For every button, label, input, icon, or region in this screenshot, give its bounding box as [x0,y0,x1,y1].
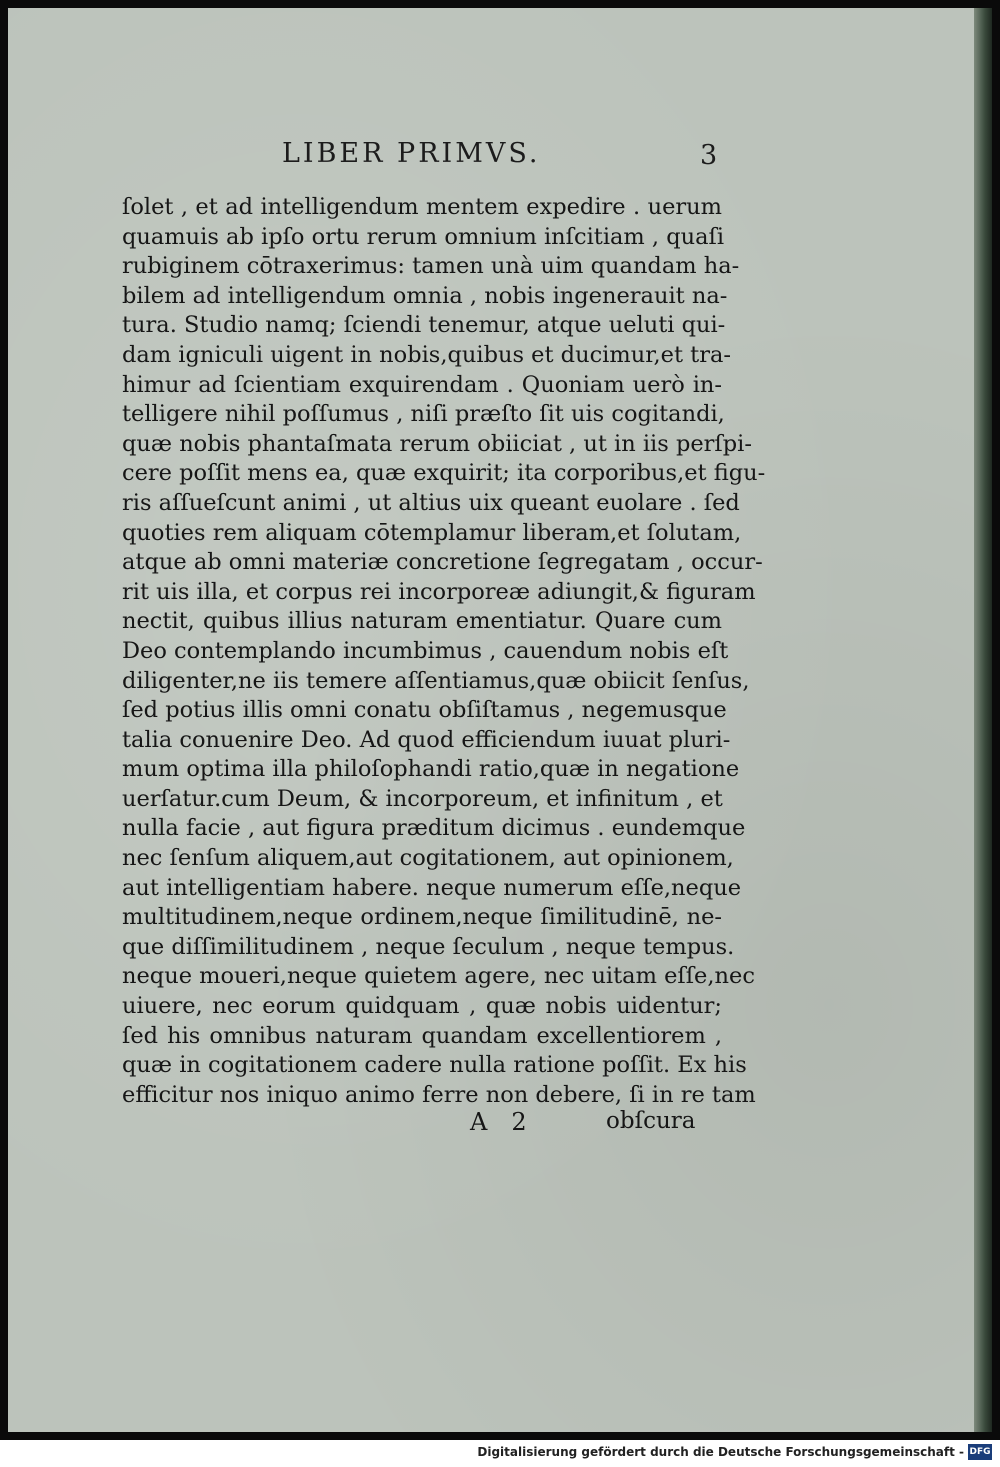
text-line: talia conuenire Deo. Ad quod efficiendum iuuat pluri- [122,726,731,753]
body-text [122,193,766,1110]
text-line: uerſatur.cum Deum, & incorporeum, et infinitum , et [122,785,723,812]
text-line: tura. Studio namq; ſciendi tenemur, atque ueluti qui- [122,312,726,339]
catchword: obſcura [606,1108,696,1134]
text-line: bilem ad intelligendum omnia , nobis ingenerauit na- [122,282,728,309]
text-line: ſed his omnibus naturam quandam excellentiorem , [122,1022,722,1049]
text-line: nec ſenſum aliquem,aut cogitationem, aut opinionem, [122,845,734,872]
running-head: LIBER PRIMVS. [282,138,541,169]
text-line: cere poſſit mens ea, quæ exquirit; ita corporibus,et figu- [122,460,766,487]
text-line: mum optima illa philoſophandi ratio,quæ in negatione [122,756,740,783]
signature-number: 2 [511,1108,529,1136]
text-line: neque moueri,neque quietem agere, nec uitam eſſe,nec [122,963,755,990]
page-number: 3 [700,140,718,171]
text-line: quoties rem aliquam cōtemplamur liberam,et ſolutam, [122,519,742,546]
text-line: dam igniculi uigent in nobis,quibus et ducimur,et tra- [122,341,731,368]
text-line: nectit, quibus illius naturam ementiatur. Quare cum [122,608,722,635]
text-line: aut intelligentiam habere. neque numerum eſſe,neque [122,874,742,901]
text-line: rit uis illa, et corpus rei incorporeæ adiungit,& figuram [122,578,756,605]
text-line: rubiginem cōtraxerimus: tamen unà uim quandam ha- [122,253,740,280]
text-line: diligenter,ne iis temere aſſentiamus,quæ obiicit ſenſus, [122,667,750,694]
text-line: uiuere, nec eorum quidquam , quæ nobis uidentur; [122,993,722,1020]
text-line: efficitur nos iniquo animo ferre non debere, ſi in re tam [122,1081,756,1108]
signature-letter: A [470,1108,490,1136]
dfg-logo: DFG [968,1444,992,1460]
text-line: ſolet , et ad intelligendum mentem expedire . uerum [122,194,722,220]
text-line: atque ab omni materiæ concretione ſegregatam , occur- [122,549,763,576]
text-line: quæ nobis phantaſmata rerum obiiciat , ut in iis perſpi- [122,430,752,457]
signature-mark [470,1108,529,1136]
funding-credit: Digitalisierung gefördert durch die Deutsche Forschungsgemeinschaft - [477,1445,964,1459]
page-edge-shadow [974,8,992,1432]
text-line: nulla facie , aut figura præditum dicimus . eundemque [122,815,746,842]
footer-bar [0,1440,1000,1467]
text-line: ris aſſueſcunt animi , ut altius uix queant euolare . ſed [122,489,740,516]
text-line: quamuis ab ipſo ortu rerum omnium inſcitiam , quaſi [122,223,725,250]
text-line: multitudinem,neque ordinem,neque ſimilitudinē, ne- [122,904,722,931]
text-line: ſed potius illis omni conatu obſiſtamus , negemusque [122,697,727,724]
text-line: que diſſimilitudinem , neque ſeculum , neque tempus. [122,933,735,960]
text-line: telligere nihil poſſumus , niſi præſto ſit uis cogitandi, [122,401,725,428]
text-line: quæ in cogitationem cadere nulla ratione poſſit. Ex his [122,1052,747,1079]
text-line: Deo contemplando incumbimus , cauendum nobis eſt [122,637,729,664]
text-line: himur ad ſcientiam exquirendam . Quoniam uerò in- [122,371,722,398]
